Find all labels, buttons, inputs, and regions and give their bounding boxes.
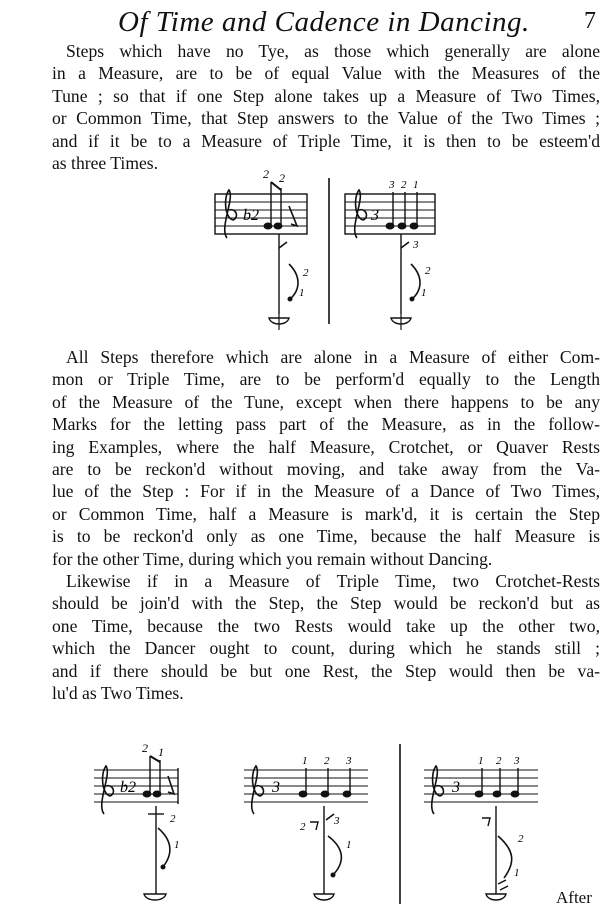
text-line: Steps which have no Tye, as those which generally are alone <box>66 41 600 61</box>
count-label: 2 <box>142 744 148 755</box>
count-label: 2 <box>303 267 309 279</box>
dance-notation-figure-top <box>205 168 445 338</box>
text-line: for the other Time, during which you remain without Dancing. <box>52 548 493 569</box>
text-line: which the Dancer ought to count, during which he stands still ; <box>52 638 600 659</box>
text-line: or Common Time, half a Measure is mark'd, it is certain the Step <box>52 503 600 524</box>
text-line: Tune ; so that if one Step alone takes up a Measure of Two Times, <box>52 85 600 106</box>
count-label: 2 <box>496 755 502 767</box>
text-line: as three Times. <box>52 152 159 173</box>
text-line: should be join'd with the Step, the Step would be reckon'd but as <box>52 593 600 614</box>
count-label: 1 <box>413 179 419 191</box>
text-line: All Steps therefore which are alone in a Measure of either Com- <box>66 347 600 367</box>
paragraph-2 <box>52 346 600 570</box>
text-line: of the Measure of the Tune, except when there happens to be any <box>52 391 600 412</box>
rest-icon <box>482 818 490 826</box>
count-label: 3 <box>514 755 520 767</box>
count-label: 2 <box>401 179 407 191</box>
count-label: 1 <box>299 287 305 299</box>
count-label: 2 <box>263 168 269 181</box>
count-label: 2 <box>170 813 176 825</box>
text-line: is to be reckon'd only as one Time, because the half Measure is <box>52 526 600 547</box>
text-line: are to be reckon'd without moving, and take away from the Va- <box>52 458 600 479</box>
treble-clef-icon <box>355 190 367 238</box>
count-label: 1 <box>421 287 427 299</box>
treble-clef-icon <box>252 766 264 814</box>
text-line: and if it be to a Measure of Triple Time, it is then to be esteem'd <box>52 130 600 151</box>
staff-common-time <box>94 756 178 814</box>
text-line: ing Examples, where the half Measure, Crotchet, or Quaver Rests <box>52 436 600 457</box>
text-line: and if there should be but one Rest, the Step would then be va- <box>52 660 600 681</box>
count-label: 1 <box>478 755 484 767</box>
text-line: Marks for the letting pass part of the Measure, as in the follow- <box>52 414 600 435</box>
running-title: Of Time and Cadence in Dancing. <box>118 6 530 38</box>
step-path-figure <box>144 806 170 900</box>
catchword: After <box>556 888 592 907</box>
count-label: 2 <box>518 833 524 845</box>
staff-triple-time <box>244 766 368 814</box>
treble-clef-icon <box>432 766 444 814</box>
staff-common-time <box>215 182 307 238</box>
count-label: 2 <box>425 265 431 277</box>
time-signature-label: b2 <box>243 207 259 224</box>
text-line: lue of the Step : For if in the Measure of a Dance of Two Times, <box>52 481 600 502</box>
time-signature-label: b2 <box>120 779 136 796</box>
step-path-figure <box>269 234 298 330</box>
treble-clef-icon <box>102 766 114 814</box>
count-label: 1 <box>302 755 308 767</box>
step-path-figure <box>482 806 512 900</box>
count-label: 2 <box>300 821 306 833</box>
rest-icon <box>168 776 174 794</box>
text-line: in a Measure, are to be of equal Value with the Measures of the <box>52 63 600 84</box>
text-line: lu'd as Two Times. <box>52 682 184 703</box>
staff-triple-time <box>424 766 538 814</box>
count-label: 1 <box>158 745 164 759</box>
text-line: mon or Triple Time, are to be perform'd equally to the Length <box>52 369 600 390</box>
count-label: 1 <box>514 867 520 879</box>
text-line: one Time, because the two Rests would take up the other two, <box>52 615 600 636</box>
count-label: 1 <box>174 839 180 851</box>
treble-clef-icon <box>225 190 237 238</box>
rest-icon <box>289 206 297 226</box>
text-line: Likewise if in a Measure of Triple Time, two Crotchet-Rests <box>66 571 600 591</box>
count-label: 3 <box>334 815 340 827</box>
paragraph-1 <box>52 40 600 174</box>
foot-position-icon <box>486 894 506 900</box>
time-signature-label: 3 <box>371 207 379 224</box>
notation-diagram <box>78 744 548 914</box>
foot-position-icon <box>144 894 166 900</box>
count-label: 1 <box>346 839 352 851</box>
time-signature-label: 3 <box>272 779 280 796</box>
staff-triple-time <box>345 190 435 238</box>
page-header <box>0 4 612 38</box>
page-number: 7 <box>584 8 596 34</box>
count-label: 2 <box>324 755 330 767</box>
paragraph-3 <box>52 570 600 704</box>
count-label: 2 <box>279 171 285 185</box>
time-signature-label: 3 <box>452 779 460 796</box>
rest-icon <box>310 822 318 830</box>
notation-diagram <box>205 168 445 338</box>
text-line: or Common Time, that Step answers to the Value of the Two Times ; <box>52 108 600 129</box>
dance-notation-figure-bottom <box>78 744 548 914</box>
count-label: 3 <box>346 755 352 767</box>
count-label: 3 <box>413 239 419 251</box>
foot-position-icon <box>314 894 334 900</box>
count-label: 3 <box>389 179 395 191</box>
